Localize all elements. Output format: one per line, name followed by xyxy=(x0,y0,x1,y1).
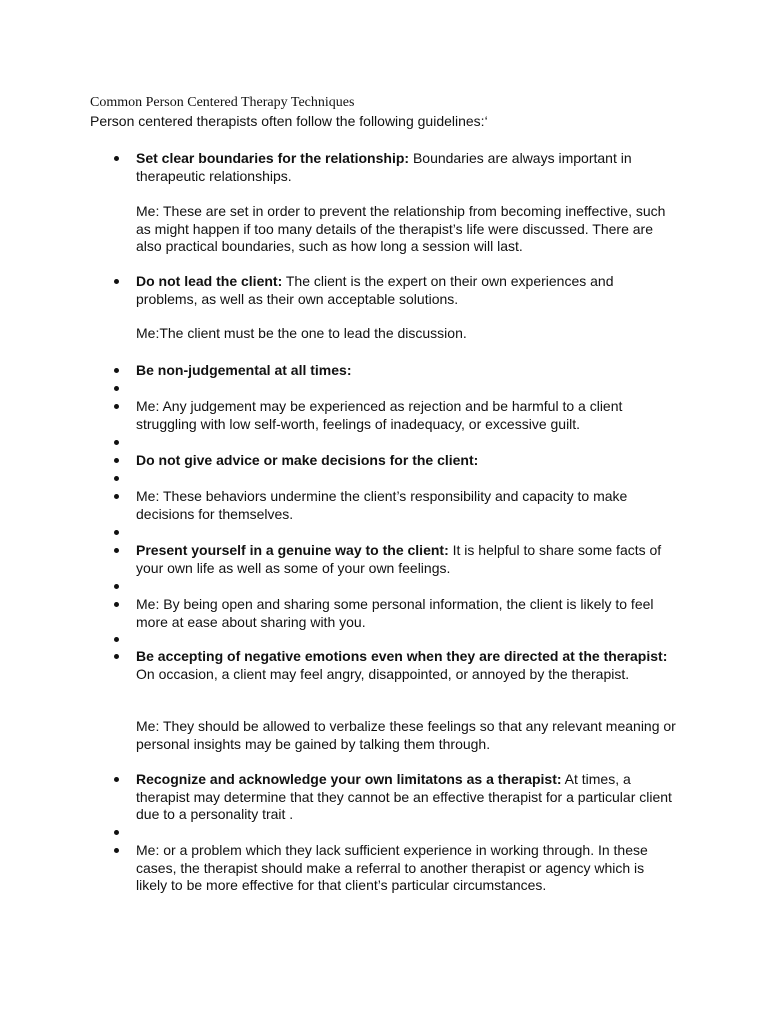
document-title: Common Person Centered Therapy Techniques xyxy=(90,95,355,110)
bullet-icon xyxy=(114,386,119,391)
list-item xyxy=(136,452,676,470)
bullet-icon xyxy=(114,476,119,481)
bullet-icon xyxy=(114,156,119,161)
list-item xyxy=(136,842,676,895)
note-paragraph: Me: They should be allowed to verbalize these feelings so that any relevant meaning or personal insights may be gained by talking them through. xyxy=(136,718,676,752)
bullet-icon xyxy=(114,777,119,782)
item-text: Me: By being open and sharing some personal information, the client is likely to feel more at ease about sharing with you. xyxy=(136,596,654,630)
bullet-icon xyxy=(114,848,119,853)
item-text: On occasion, a client may feel angry, disappointed, or annoyed by the therapist. xyxy=(136,665,630,682)
bullet-icon xyxy=(114,654,119,659)
list-item xyxy=(136,273,676,308)
bullet-icon xyxy=(114,584,119,589)
bullet-icon xyxy=(114,440,119,445)
list-item xyxy=(136,596,676,631)
list-item xyxy=(136,648,676,683)
bullet-icon xyxy=(114,279,119,284)
item-text: Boundaries are always important in therapeutic relationships. xyxy=(136,150,632,184)
item-text: Me: or a problem which they lack sufficient experience in working through. In these cases, the therapist should make a referral to another therapist or agency which is likely to be more effective for that client’s particular circumstances. xyxy=(136,842,648,893)
item-text: It is helpful to share some facts of your own life as well as some of your own feelings. xyxy=(136,542,662,576)
bullet-icon xyxy=(114,368,119,373)
list-item xyxy=(136,362,676,380)
item-text: Me: These behaviors undermine the client’s responsibility and capacity to make decisions for themselves. xyxy=(136,488,628,522)
note-paragraph: Me: These are set in order to prevent the relationship from becoming ineffective, such as might happen if too many details of the therapist’s life were discussed. There are also practical boundaries, such as how long a session will last. xyxy=(136,203,666,254)
list-item xyxy=(136,771,676,824)
item-label: Be accepting of negative emotions even when they are directed at the therapist: xyxy=(136,648,668,664)
item-text: The client is the expert on their own experiences and problems, as well as their own acceptable solutions. xyxy=(136,273,614,307)
item-label: Be non-judgemental at all times: xyxy=(136,362,352,378)
bullet-icon xyxy=(114,404,119,409)
item-label: Do not lead the client: xyxy=(136,273,283,289)
item-label: Do not give advice or make decisions for the client: xyxy=(136,452,479,468)
item-text: Me: Any judgement may be experienced as rejection and be harmful to a client struggling with low self-worth, feelings of inadequacy, or excessive guilt. xyxy=(136,398,623,432)
item-text: At times, a therapist may determine that they cannot be an effective therapist for a particular client due to a personality trait . xyxy=(136,771,672,822)
bullet-icon xyxy=(114,530,119,535)
bullet-icon xyxy=(114,548,119,553)
list-item xyxy=(136,542,676,577)
bullet-icon xyxy=(114,637,119,642)
item-label: Recognize and acknowledge your own limitatons as a therapist: xyxy=(136,771,562,787)
item-label: Set clear boundaries for the relationship: xyxy=(136,150,410,166)
item-label: Present yourself in a genuine way to the client: xyxy=(136,542,449,558)
note-paragraph: Me:The client must be the one to lead the discussion. xyxy=(136,325,467,341)
bullet-icon xyxy=(114,830,119,835)
intro-line: Person centered therapists often follow the following guidelines:‘ xyxy=(90,113,488,129)
list-item xyxy=(136,150,676,185)
bullet-icon xyxy=(114,602,119,607)
bullet-icon xyxy=(114,458,119,463)
bullet-icon xyxy=(114,494,119,499)
list-item xyxy=(136,398,676,433)
list-item xyxy=(136,488,676,523)
